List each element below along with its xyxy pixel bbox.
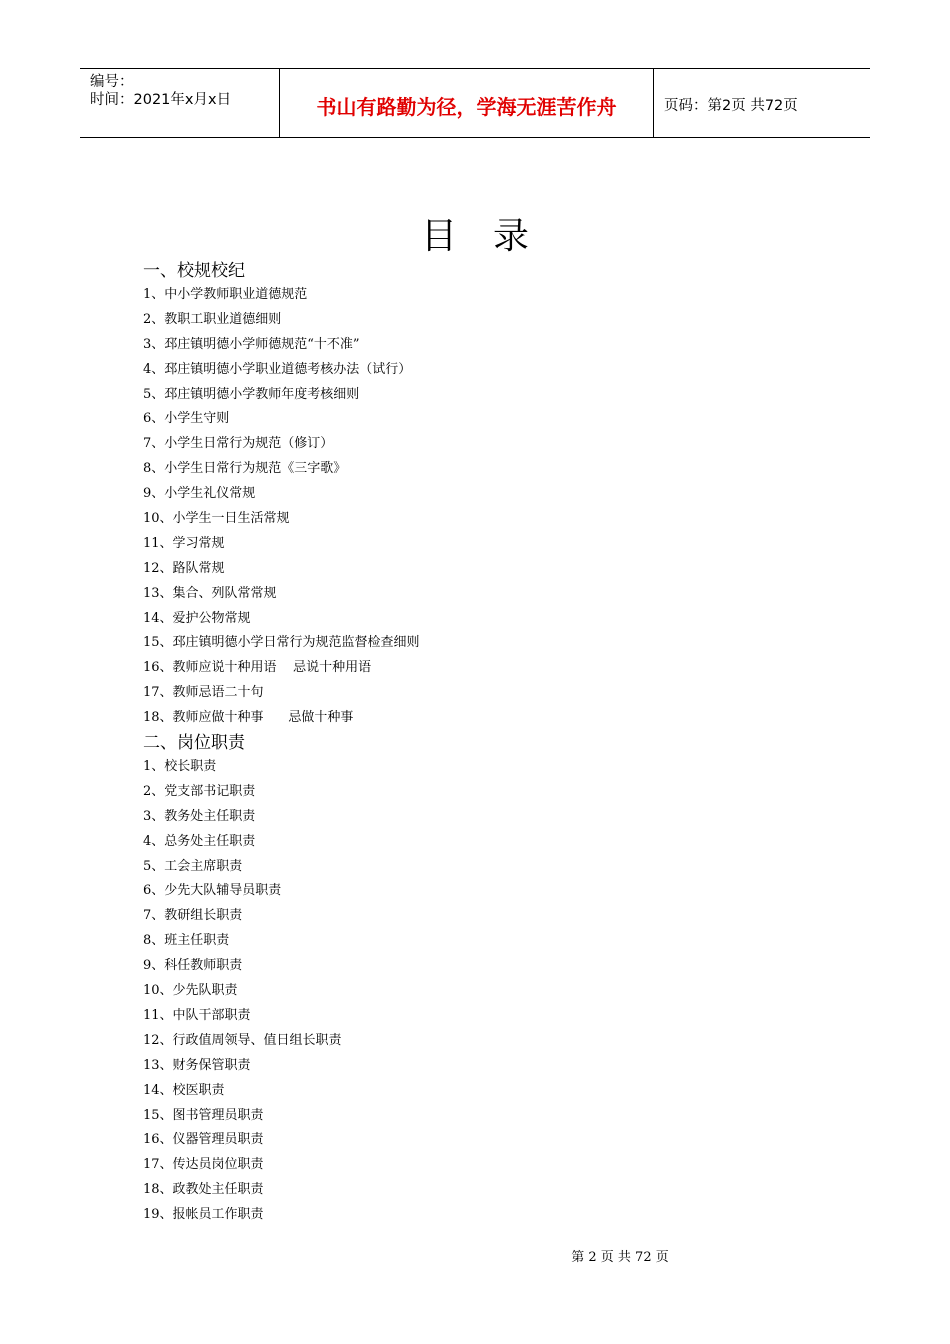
- toc-item: 8、小学生日常行为规范《三字歌》: [143, 461, 347, 477]
- toc-section: [143, 731, 843, 1228]
- toc-item: 5、工会主席职责: [143, 858, 243, 874]
- header-meta: [80, 69, 280, 137]
- toc-item: 3、邳庄镇明德小学师德规范“十不准”: [143, 336, 360, 352]
- toc-item: 9、小学生礼仪常规: [143, 486, 256, 502]
- toc-item: 1、中小学教师职业道德规范: [143, 287, 308, 302]
- toc-item: 10、小学生一日生活常规: [143, 511, 290, 527]
- page-footer: 第 2 页 共 72 页: [571, 1250, 669, 1265]
- toc-item: 2、教职工职业道德细则: [143, 311, 282, 327]
- header-motto: 书山有路勤为径，学海无涯苦作舟: [280, 69, 654, 137]
- table-of-contents: [143, 259, 843, 1228]
- number-label: 编号：: [90, 74, 134, 90]
- toc-item: 4、总务处主任职责: [143, 833, 256, 849]
- toc-item: 6、小学生守则: [143, 411, 230, 427]
- toc-item: 11、学习常规: [143, 535, 225, 551]
- toc-item: 18、政教处主任职责: [143, 1182, 264, 1198]
- toc-item: 9、科任教师职责: [143, 958, 243, 974]
- toc-item: 6、少先大队辅导员职责: [143, 883, 282, 899]
- toc-item: 15、邳庄镇明德小学日常行为规范监督检查细则: [143, 635, 420, 651]
- toc-item: 2、党支部书记职责: [143, 783, 256, 799]
- toc-item: 13、集合、列队常常规: [143, 585, 277, 601]
- section-heading: 二、岗位职责: [143, 733, 245, 754]
- toc-item: 13、财务保管职责: [143, 1057, 251, 1073]
- toc-item: 4、邳庄镇明德小学职业道德考核办法（试行）: [143, 361, 412, 377]
- toc-item: 15、图书管理员职责: [143, 1107, 264, 1123]
- toc-item: 17、传达员岗位职责: [143, 1157, 264, 1173]
- toc-item: 1、校长职责: [143, 759, 217, 775]
- toc-section: [143, 259, 843, 731]
- toc-item: 16、仪器管理员职责: [143, 1132, 264, 1148]
- toc-item: 5、邳庄镇明德小学教师年度考核细则: [143, 386, 360, 402]
- toc-item: 14、校医职责: [143, 1082, 225, 1098]
- header-page-info: 页码：第2页 共72页: [664, 97, 798, 114]
- toc-item: 14、爱护公物常规: [143, 610, 251, 626]
- page-header: [80, 68, 870, 138]
- toc-item: 10、少先队职责: [143, 983, 238, 999]
- toc-item: 11、中队干部职责: [143, 1007, 251, 1023]
- section-heading: 一、校规校纪: [143, 261, 245, 281]
- toc-item: 16、教师应说十种用语 忌说十种用语: [143, 660, 372, 676]
- toc-item: 3、教务处主任职责: [143, 808, 256, 824]
- toc-item: 18、教师应做十种事 忌做十种事: [143, 710, 354, 726]
- page-title: 目录: [420, 216, 565, 257]
- toc-item: 12、路队常规: [143, 560, 225, 576]
- toc-item: 7、教研组长职责: [143, 908, 243, 924]
- toc-item: 19、报帐员工作职责: [143, 1207, 264, 1223]
- toc-item: 17、教师忌语二十句: [143, 685, 264, 701]
- toc-item: 8、班主任职责: [143, 933, 230, 949]
- toc-item: 7、小学生日常行为规范（修订）: [143, 436, 334, 452]
- time-label: 时间：2021年x月x日: [90, 92, 232, 108]
- toc-item: 12、行政值周领导、值日组长职责: [143, 1032, 342, 1048]
